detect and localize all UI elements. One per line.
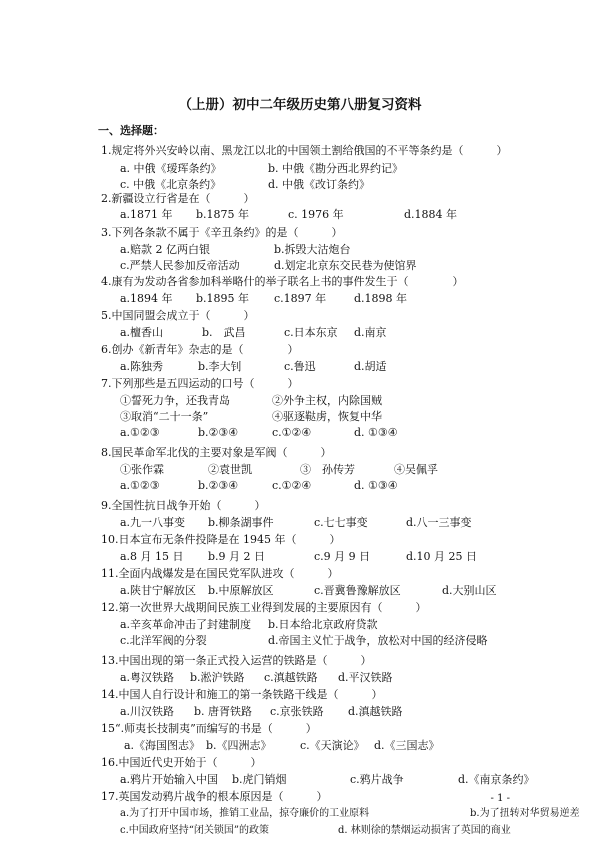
option-item: b.9 月 2 日 xyxy=(208,550,266,563)
option-item: ④吴佩孚 xyxy=(394,463,438,476)
option-item: d. ①③④ xyxy=(354,479,398,492)
option-item: d.《南京条约》 xyxy=(458,773,535,786)
question-text: 10.日本宣布无条件投降是在 1945 年（ ） xyxy=(101,533,341,546)
option-item: a.8 月 15 日 xyxy=(120,550,184,563)
option-item: b.柳条湖事件 xyxy=(208,516,274,529)
question-text: 7.下列那些是五四运动的口号（ ） xyxy=(101,377,299,390)
option-item: d.划定北京东交民巷为使馆界 xyxy=(274,259,417,272)
option-item: a.赔款 2 亿两白银 xyxy=(120,243,211,256)
option-item: d.平汉铁路 xyxy=(338,671,393,684)
question-text: 16.中国近代史开始于（ ） xyxy=(101,756,262,769)
option-item: c.《天演论》 xyxy=(300,739,365,752)
question-text: 11.全面内战爆发是在国民党军队进攻（ ） xyxy=(101,567,339,580)
question-text: 17.英国发动鸦片战争的根本原因是（ ） xyxy=(101,790,328,803)
option-item: a.辛亥革命冲击了封建制度 xyxy=(120,618,252,631)
option-item: ①张作霖 xyxy=(120,463,164,476)
option-item: c.滇越铁路 xyxy=(264,671,318,684)
option-item: d.滇越铁路 xyxy=(348,705,403,718)
option-item: b. 唐胥铁路 xyxy=(194,705,253,718)
option-item: ①誓死力争，还我青岛 xyxy=(120,394,230,407)
option-item: a.川汉铁路 xyxy=(120,705,175,718)
question-text: 1.规定将外兴安岭以南、黑龙江以北的中国领土割给俄国的不平等条约是（ ） xyxy=(101,144,508,157)
page-number: - 1 - xyxy=(490,793,510,804)
option-item: d.南京 xyxy=(354,326,387,339)
option-item: d.大别山区 xyxy=(442,584,497,597)
option-item: b.为了扭转对华贸易逆差 xyxy=(470,808,580,819)
option-item: a.1871 年 xyxy=(120,208,173,221)
option-item: a.九一八事变 xyxy=(120,516,186,529)
page-title: （上册）初中二年级历史第八册复习资料 xyxy=(178,97,422,113)
option-item: b.②③④ xyxy=(198,426,239,439)
option-item: d.帝国主义忙于战争，放松对中国的经济侵略 xyxy=(268,634,488,647)
option-item: d.1898 年 xyxy=(354,292,408,305)
question-text: 9.全国性抗日战争开始（ ） xyxy=(101,499,266,512)
option-item: b.中原解放区 xyxy=(208,584,274,597)
question-text: 4.康有为发动各省参加科举略什的举子联名上书的事件发生于（ ） xyxy=(101,275,464,288)
option-item: c.晋冀鲁豫解放区 xyxy=(314,584,401,597)
section-heading: 一、选择题： xyxy=(98,124,164,137)
option-item: d.10 月 25 日 xyxy=(406,550,478,563)
option-item: a.①②③ xyxy=(120,479,160,492)
question-text: 15“.师夷长技制夷”而编写的书是（ ） xyxy=(101,722,317,735)
option-item: b.虎门销烟 xyxy=(232,773,287,786)
option-item: c.鸦片战争 xyxy=(350,773,404,786)
option-item: b. 中俄《勘分西北界约记》 xyxy=(268,162,404,175)
option-item: a.《海国图志》 xyxy=(124,739,201,752)
option-item: c.日本东京 xyxy=(284,326,338,339)
option-item: b.《四洲志》 xyxy=(206,739,272,752)
option-item: c.①②④ xyxy=(272,479,312,492)
option-item: a.鸦片开始输入中国 xyxy=(120,773,219,786)
question-text: 2.新疆设立行省是在（ ） xyxy=(101,192,255,205)
option-item: ③ 孙传芳 xyxy=(300,463,355,476)
option-item: a.粤汉铁路 xyxy=(120,671,175,684)
option-item: c.北洋军阀的分裂 xyxy=(120,634,207,647)
option-item: b.1875 年 xyxy=(196,208,250,221)
question-text: 5.中国同盟会成立于（ ） xyxy=(101,309,255,322)
option-item: ②袁世凯 xyxy=(208,463,252,476)
option-item: a.为了打开中国市场，推销工业品，掠夺廉价的工业原料 xyxy=(120,808,370,819)
option-item: ③取消“二十一条” xyxy=(120,410,209,423)
option-item: b.日本给北京政府贷款 xyxy=(268,618,378,631)
option-item: c.9 月 9 日 xyxy=(314,550,371,563)
option-item: a. 中俄《瑷珲条约》 xyxy=(120,162,222,175)
option-item: d.《三国志》 xyxy=(374,739,440,752)
option-item: c.严禁人民参加反帝活动 xyxy=(120,259,240,272)
option-item: c. 中俄《北京条约》 xyxy=(120,178,222,191)
option-item: d. ①③④ xyxy=(354,426,398,439)
option-item: c.鲁迅 xyxy=(284,360,316,373)
option-item: b.1895 年 xyxy=(196,292,250,305)
question-text: 14.中国人自行设计和施工的第一条铁路干线是（ ） xyxy=(101,688,383,701)
option-item: ②外争主权，内除国贼 xyxy=(272,394,382,407)
option-item: b.拆毁大沽炮台 xyxy=(274,243,351,256)
option-item: d.胡适 xyxy=(354,360,387,373)
question-text: 3.下列各条款不属于《辛丑条约》的是（ ） xyxy=(101,226,343,239)
option-item: a.陕甘宁解放区 xyxy=(120,584,197,597)
option-item: a.檀香山 xyxy=(120,326,164,339)
option-item: c.中国政府坚持“闭关锁国”的政策 xyxy=(120,825,270,836)
question-text: 6.创办《新青年》杂志的是（ ） xyxy=(101,343,299,356)
option-item: a.1894 年 xyxy=(120,292,173,305)
question-text: 12.第一次世界大战期间民族工业得到发展的主要原因有（ ） xyxy=(101,601,427,614)
option-item: c.京张铁路 xyxy=(270,705,324,718)
option-item: b.淞沪铁路 xyxy=(190,671,245,684)
question-text: 8.国民革命军北伐的主要对象是军阀（ ） xyxy=(101,446,332,459)
option-item: d. 中俄《改订条约》 xyxy=(268,178,371,191)
option-item: b. 武昌 xyxy=(202,326,246,339)
option-item: d. 林则徐的禁烟运动损害了英国的商业 xyxy=(338,825,511,836)
option-item: c. 1976 年 xyxy=(288,208,344,221)
option-item: d.八一三事变 xyxy=(406,516,472,529)
option-item: a.①②③ xyxy=(120,426,160,439)
option-item: d.1884 年 xyxy=(404,208,458,221)
question-text: 13.中国出现的第一条正式投入运营的铁路是（ ） xyxy=(101,654,372,667)
option-item: b.李大钊 xyxy=(198,360,242,373)
option-item: c.1897 年 xyxy=(274,292,327,305)
option-item: c.①②④ xyxy=(272,426,312,439)
option-item: ④驱逐鞑虏，恢复中华 xyxy=(272,410,382,423)
option-item: c.七七事变 xyxy=(314,516,368,529)
option-item: a.陈独秀 xyxy=(120,360,164,373)
option-item: b.②③④ xyxy=(198,479,239,492)
